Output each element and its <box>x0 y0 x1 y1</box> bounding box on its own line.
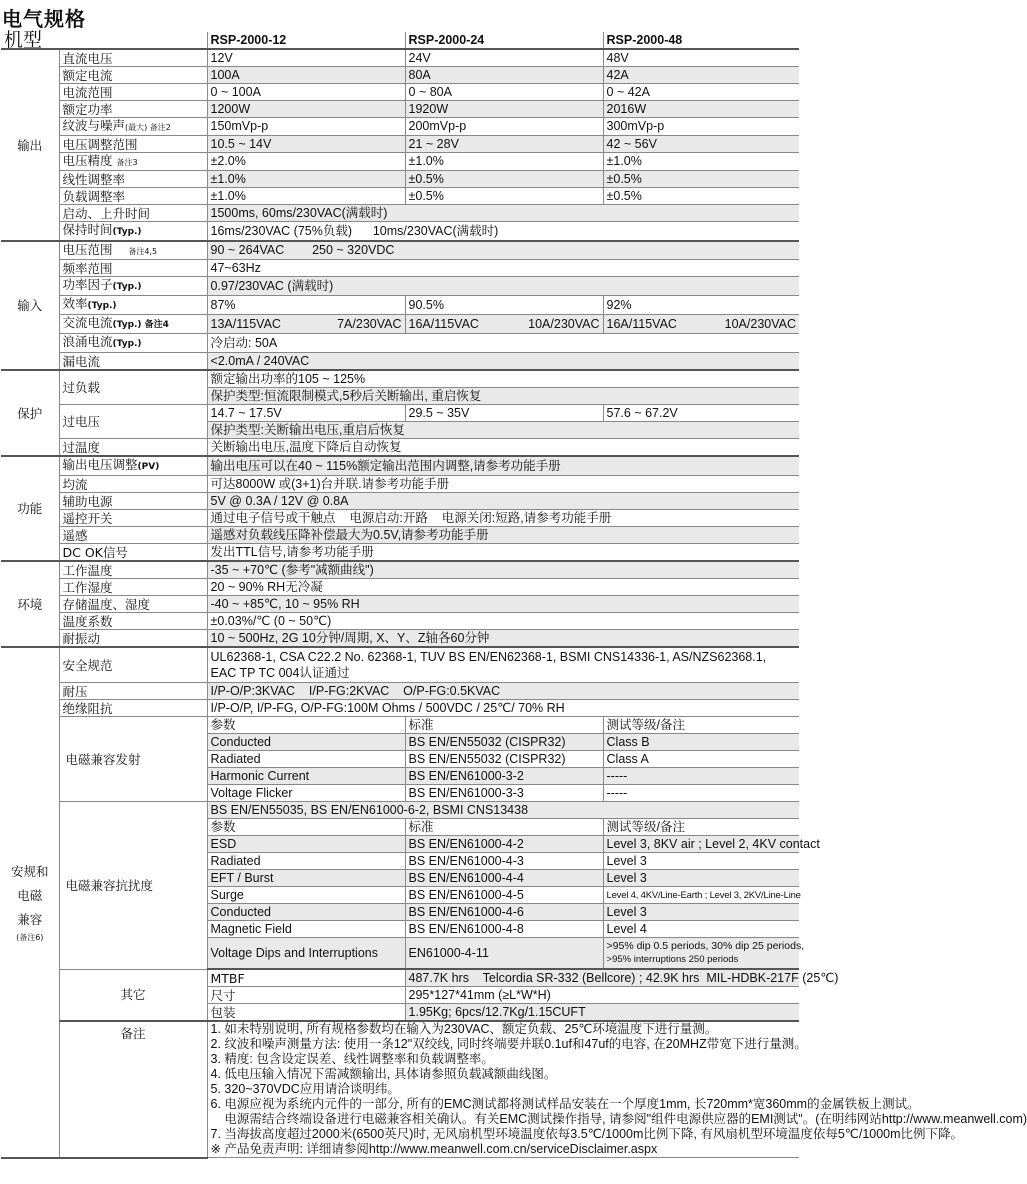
row-label-note: (Typ.) <box>87 301 117 311</box>
cell-value: 57.6 ~ 67.2V <box>603 405 799 422</box>
current-230v: 10A/230VAC <box>724 316 797 331</box>
row-label-text: 电压范围 <box>62 242 113 257</box>
table-row <box>1 493 799 510</box>
cell-value: 0.97/230VAC (满载时) <box>207 277 799 296</box>
cell-value: ESD <box>207 836 405 853</box>
cell-value: Class A <box>603 751 799 768</box>
cell-value: Level 4, 4KV/Line-Earth ; Level 3, 2KV/Line-Line <box>603 887 799 904</box>
table-row <box>1 334 799 353</box>
row-label <box>59 222 207 242</box>
dip-level-line: >95% interruptions 250 periods <box>606 954 739 965</box>
table-row <box>1 136 799 153</box>
row-label: 均流 <box>59 476 207 493</box>
cell-value: Conducted <box>207 904 405 921</box>
table-row <box>1 969 799 987</box>
cell-value: 关断输出电压,温度下降后自动恢复 <box>207 439 799 457</box>
cell-value: BS EN/EN61000-4-2 <box>405 836 603 853</box>
notes-block <box>207 1021 1027 1158</box>
row-label: 启动、上升时间 <box>59 205 207 222</box>
row-label-text: 交流电流 <box>62 315 113 330</box>
cell-value: 冷启动: 50A <box>207 334 799 353</box>
cell-value: Harmonic Current <box>207 768 405 785</box>
cell-value: ±2.0% <box>207 153 405 171</box>
table-row <box>1 630 799 648</box>
note-line: 5. 320~370VDC应用请洽谈明纬。 <box>210 1082 400 1096</box>
cell-value: ±0.03%/℃ (0 ~ 50℃) <box>207 613 799 630</box>
cell-value: 47~63Hz <box>207 260 799 277</box>
row-label: 电流范围 <box>59 84 207 101</box>
row-label-text: 输出电压调整 <box>62 457 138 472</box>
row-label: 电磁兼容抗扰度 <box>59 802 207 970</box>
cell-value: Radiated <box>207 853 405 870</box>
category-function: 功能 <box>1 456 59 561</box>
cell-value: Voltage Dips and Interruptions <box>207 938 405 970</box>
cell-value: -40 ~ +85℃, 10 ~ 95% RH <box>207 596 799 613</box>
table-row <box>1 683 799 700</box>
row-label: 耐压 <box>59 683 207 700</box>
row-label <box>59 241 207 260</box>
table-row <box>1 527 799 544</box>
category-line: 安规和 <box>10 864 49 880</box>
cell-value: 2016W <box>603 101 799 118</box>
row-label-note: 备注3 <box>116 158 138 167</box>
row-label: 电压调整范围 <box>59 136 207 153</box>
cell-value: ±1.0% <box>207 171 405 188</box>
row-label: 频率范围 <box>59 260 207 277</box>
cell-value <box>405 315 603 334</box>
cell-value: I/P-O/P:3KVAC I/P-FG:2KVAC O/P-FG:0.5KVAC <box>207 683 799 700</box>
row-label: 尺寸 <box>207 987 405 1004</box>
cell-value: 487.7K hrs Telcordia SR-332 (Bellcore) ; 42.9K hrs MIL-HDBK-217F (25℃) <box>405 969 799 987</box>
row-label: 漏电流 <box>59 353 207 371</box>
cell-value: 16ms/230VAC (75%负载) 10ms/230VAC(满载时) <box>207 222 799 242</box>
note-line: 1. 如未特别说明, 所有规格参数均在输入为230VAC、额定负载、25℃环境温度下进行量测。 <box>210 1022 718 1036</box>
category-output: 输出 <box>1 49 59 241</box>
cell-value: BS EN/EN61000-4-4 <box>405 870 603 887</box>
model-name: RSP-2000-24 <box>405 32 603 49</box>
cell-value: 42 ~ 56V <box>603 136 799 153</box>
table-row <box>1 370 799 388</box>
cell-value: 80A <box>405 67 603 84</box>
column-header: 参数 <box>207 819 405 836</box>
category-note: (备注6) <box>16 933 44 943</box>
table-row <box>1 222 799 242</box>
row-label-note: (最大) 备注2 <box>125 123 171 132</box>
row-label: 线性调整率 <box>59 171 207 188</box>
cell-value: 20 ~ 90% RH无冷凝 <box>207 579 799 596</box>
cell-value: -35 ~ +70℃ (参考"减额曲线") <box>207 561 799 579</box>
row-label: 电磁兼容发射 <box>59 717 207 802</box>
cell-value: 87% <box>207 296 405 315</box>
current-115v: 16A/115VAC <box>606 316 677 331</box>
table-row <box>1 579 799 596</box>
cell-value: 5V @ 0.3A / 12V @ 0.8A <box>207 493 799 510</box>
table-row <box>1 561 799 579</box>
model-name: RSP-2000-12 <box>207 32 405 49</box>
row-label-note: (Typ.) 备注4 <box>112 320 169 330</box>
note-line: 电源需结合终端设备进行电磁兼容相关确认。有关EMC测试操作指导, 请参阅"组件电源供应器的EMI测试"。(在明纬网站http://www.meanwell.com) <box>210 1112 1027 1126</box>
row-label: 安全规范 <box>59 647 207 683</box>
category-line: 电磁 <box>17 888 43 904</box>
row-label: 包装 <box>207 1004 405 1022</box>
row-label-text: 功率因子 <box>62 277 113 292</box>
table-row <box>1 260 799 277</box>
notes-row <box>1 1021 799 1158</box>
cell-value: 29.5 ~ 35V <box>405 405 603 422</box>
cell-value: 92% <box>603 296 799 315</box>
table-row <box>1 596 799 613</box>
row-label-note: (Typ.) <box>112 227 142 237</box>
cell-value: Level 3 <box>603 853 799 870</box>
cell-value: 24V <box>405 49 603 67</box>
category-safety-emc <box>1 647 59 1158</box>
row-label-note: (PV) <box>137 462 160 472</box>
column-header: 测试等级/备注 <box>603 819 799 836</box>
table-row <box>1 439 799 457</box>
column-header: 标准 <box>405 717 603 734</box>
cell-value: 1200W <box>207 101 405 118</box>
cell-value: 42A <box>603 67 799 84</box>
table-row <box>1 802 799 819</box>
cell-value: 100A <box>207 67 405 84</box>
row-label-text: 浪涌电流 <box>62 334 113 349</box>
cell-value: 0 ~ 80A <box>405 84 603 101</box>
cell-value: BS EN/EN61000-3-2 <box>405 768 603 785</box>
cell-value: 0 ~ 42A <box>603 84 799 101</box>
column-header: 参数 <box>207 717 405 734</box>
current-230v: 7A/230VAC <box>337 316 402 331</box>
table-row <box>1 205 799 222</box>
safety-standards-line: EAC TP TC 004认证通过 <box>210 666 350 680</box>
cell-value: 通过电子信号或干触点 电源启动:开路 电源关闭:短路,请参考功能手册 <box>207 510 799 527</box>
row-label: 过温度 <box>59 439 207 457</box>
row-label <box>59 456 207 476</box>
cell-value: ±0.5% <box>405 171 603 188</box>
cell-value: BS EN/EN61000-4-5 <box>405 887 603 904</box>
cell-value: 150mVp-p <box>207 118 405 136</box>
cell-value: 发出TTL信号,请参考功能手册 <box>207 544 799 562</box>
row-label-text: 保持时间 <box>62 222 113 237</box>
row-label: 遥控开关 <box>59 510 207 527</box>
cell-value: 12V <box>207 49 405 67</box>
cell-value: Magnetic Field <box>207 921 405 938</box>
table-row <box>1 405 799 422</box>
row-label: 过电压 <box>59 405 207 439</box>
row-label-text: 效率 <box>62 296 88 311</box>
cell-value: ±0.5% <box>603 188 799 205</box>
cell-value <box>603 938 805 970</box>
row-label <box>59 277 207 296</box>
cell-value: BS EN/EN55035, BS EN/EN61000-6-2, BSMI CNS13438 <box>207 802 799 819</box>
note-line: 3. 精度: 包含设定误差、线性调整率和负载调整率。 <box>210 1052 494 1066</box>
row-label: 工作湿度 <box>59 579 207 596</box>
cell-value: 保护类型:恒流限制模式,5秒后关断输出, 重启恢复 <box>207 388 799 405</box>
row-label: 过负载 <box>59 370 207 405</box>
table-row <box>1 84 799 101</box>
table-row <box>1 510 799 527</box>
note-line: 4. 低电压输入情况下需减额输出, 具体请参照负载减额曲线图。 <box>210 1067 557 1081</box>
cell-value: ----- <box>603 785 799 802</box>
row-label: MTBF <box>207 969 405 987</box>
note-line: ※ 产品免责声明: 详细请参阅http://www.meanwell.com.cn/serviceDisclaimer.aspx <box>210 1142 658 1156</box>
cell-value: 1920W <box>405 101 603 118</box>
category-line: 兼容 <box>17 912 43 928</box>
cell-value: BS EN/EN61000-4-8 <box>405 921 603 938</box>
row-label: 绝缘阻抗 <box>59 700 207 717</box>
row-label: 辅助电源 <box>59 493 207 510</box>
cell-value: <2.0mA / 240VAC <box>207 353 799 371</box>
category-input: 输入 <box>1 241 59 370</box>
page-title: 电气规格 <box>2 7 86 31</box>
row-label: DC OK信号 <box>59 544 207 562</box>
category-notes: 备注 <box>59 1021 207 1158</box>
cell-value: Class B <box>603 734 799 751</box>
cell-value: BS EN/EN61000-4-6 <box>405 904 603 921</box>
cell-value: ----- <box>603 768 799 785</box>
row-label-text: 纹波与噪声 <box>62 118 126 133</box>
cell-value: 48V <box>603 49 799 67</box>
row-label-text: 电压精度 <box>62 153 113 168</box>
table-row <box>1 101 799 118</box>
cell-value: Level 3, 8KV air ; Level 2, 4KV contact <box>603 836 799 853</box>
cell-value: 10.5 ~ 14V <box>207 136 405 153</box>
column-header: 测试等级/备注 <box>603 717 799 734</box>
category-others: 其它 <box>59 969 207 1021</box>
note-line: 6. 电源应视为系统内元件的一部分, 所有的EMC测试都将测试样品安装在一个厚度1mm, 长720mm*宽360mm的金属铁板上测试。 <box>210 1097 920 1111</box>
row-label: 耐振动 <box>59 630 207 648</box>
category-environment: 环境 <box>1 561 59 647</box>
table-row <box>1 67 799 84</box>
cell-value: Level 3 <box>603 904 799 921</box>
row-label <box>59 296 207 315</box>
cell-value: 输出电压可以在40 ~ 115%额定输出范围内调整,请参考功能手册 <box>207 456 799 476</box>
note-line: 7. 当海拔高度超过2000米(6500英尺)时, 无风扇机型环境温度依每3.5℃/1000m比例下降, 有风扇机型环境温度依每5℃/1000m比例下降。 <box>210 1127 964 1141</box>
cell-value: BS EN/EN55032 (CISPR32) <box>405 751 603 768</box>
row-label: 遥感 <box>59 527 207 544</box>
note-line: 2. 纹波和噪声测量方法: 使用一条12"双绞线, 同时终端要并联0.1uf和47uf的电容, 在20MHZ带宽下进行量测。 <box>210 1037 807 1051</box>
cell-value: 300mVp-p <box>603 118 799 136</box>
cell-value: 额定输出功率的105 ~ 125% <box>207 370 799 388</box>
table-row <box>1 700 799 717</box>
cell-value: ±1.0% <box>405 153 603 171</box>
cell-value: 保护类型:关断输出电压,重启后恢复 <box>207 422 799 439</box>
cell-value: ±1.0% <box>603 153 799 171</box>
cell-value <box>207 647 799 683</box>
cell-value: Surge <box>207 887 405 904</box>
table-row <box>1 544 799 562</box>
row-label <box>59 153 207 171</box>
table-row <box>1 353 799 371</box>
model-header-row <box>1 32 799 49</box>
current-115v: 16A/115VAC <box>408 316 479 331</box>
cell-value: 10 ~ 500Hz, 2G 10分钟/周期, X、Y、Z轴各60分钟 <box>207 630 799 648</box>
row-label-note: (Typ.) <box>112 339 142 349</box>
model-name: RSP-2000-48 <box>603 32 799 49</box>
table-row <box>1 296 799 315</box>
row-label: 额定电流 <box>59 67 207 84</box>
row-label: 存储温度、湿度 <box>59 596 207 613</box>
spec-table <box>1 28 1027 1159</box>
cell-value: BS EN/EN55032 (CISPR32) <box>405 734 603 751</box>
table-row <box>1 49 799 67</box>
table-row <box>1 188 799 205</box>
cell-value <box>207 315 405 334</box>
cell-value: Level 4 <box>603 921 799 938</box>
table-row <box>1 241 799 260</box>
current-230v: 10A/230VAC <box>528 316 600 331</box>
dip-level-line: >95% dip 0.5 periods, 30% dip 25 periods, <box>606 940 805 952</box>
category-protection: 保护 <box>1 370 59 456</box>
row-label: 直流电压 <box>59 49 207 67</box>
row-label: 额定功率 <box>59 101 207 118</box>
cell-value: Conducted <box>207 734 405 751</box>
table-row <box>1 647 799 683</box>
row-label <box>59 118 207 136</box>
cell-value: Level 3 <box>603 870 799 887</box>
cell-value: BS EN/EN61000-4-3 <box>405 853 603 870</box>
cell-value: 1.95Kg; 6pcs/12.7Kg/1.15CUFT <box>405 1004 799 1022</box>
model-label: 机型 <box>1 32 207 49</box>
row-label: 工作温度 <box>59 561 207 579</box>
table-row <box>1 118 799 136</box>
cell-value: 遥感对负载线压降补偿最大为0.5V,请参考功能手册 <box>207 527 799 544</box>
cell-value: 可达8000W 或(3+1)台并联.请参考功能手册 <box>207 476 799 493</box>
cell-value: 21 ~ 28V <box>405 136 603 153</box>
cell-value: 200mVp-p <box>405 118 603 136</box>
cell-value: Radiated <box>207 751 405 768</box>
row-label-note: (Typ.) <box>112 282 142 292</box>
cell-value: 90 ~ 264VAC 250 ~ 320VDC <box>207 241 799 260</box>
table-row <box>1 153 799 171</box>
row-label <box>59 334 207 353</box>
cell-value: 1500ms, 60ms/230VAC(满载时) <box>207 205 799 222</box>
cell-value: I/P-O/P, I/P-FG, O/P-FG:100M Ohms / 500VDC / 25℃/ 70% RH <box>207 700 799 717</box>
cell-value <box>603 315 799 334</box>
table-row <box>1 717 799 734</box>
row-label-note: 备注4,5 <box>128 247 158 256</box>
cell-value: EFT / Burst <box>207 870 405 887</box>
safety-standards-line: UL62368-1, CSA C22.2 No. 62368-1, TUV BS EN/EN62368-1, BSMI CNS14336-1, AS/NZS62368.1, <box>210 650 767 664</box>
cell-value: 0 ~ 100A <box>207 84 405 101</box>
table-row <box>1 456 799 476</box>
row-label <box>59 315 207 334</box>
cell-value: Voltage Flicker <box>207 785 405 802</box>
cell-value: ±0.5% <box>405 188 603 205</box>
table-row <box>1 315 799 334</box>
table-row <box>1 277 799 296</box>
cell-value: 14.7 ~ 17.5V <box>207 405 405 422</box>
column-header: 标准 <box>405 819 603 836</box>
cell-value: EN61000-4-11 <box>405 938 603 970</box>
table-row <box>1 613 799 630</box>
table-row <box>1 171 799 188</box>
cell-value: ±1.0% <box>207 188 405 205</box>
table-row <box>1 476 799 493</box>
row-label: 负载调整率 <box>59 188 207 205</box>
cell-value: 90.5% <box>405 296 603 315</box>
row-label: 温度系数 <box>59 613 207 630</box>
current-115v: 13A/115VAC <box>210 316 281 331</box>
cell-value: ±0.5% <box>603 171 799 188</box>
cell-value: BS EN/EN61000-3-3 <box>405 785 603 802</box>
cell-value: 295*127*41mm (≥L*W*H) <box>405 987 799 1004</box>
